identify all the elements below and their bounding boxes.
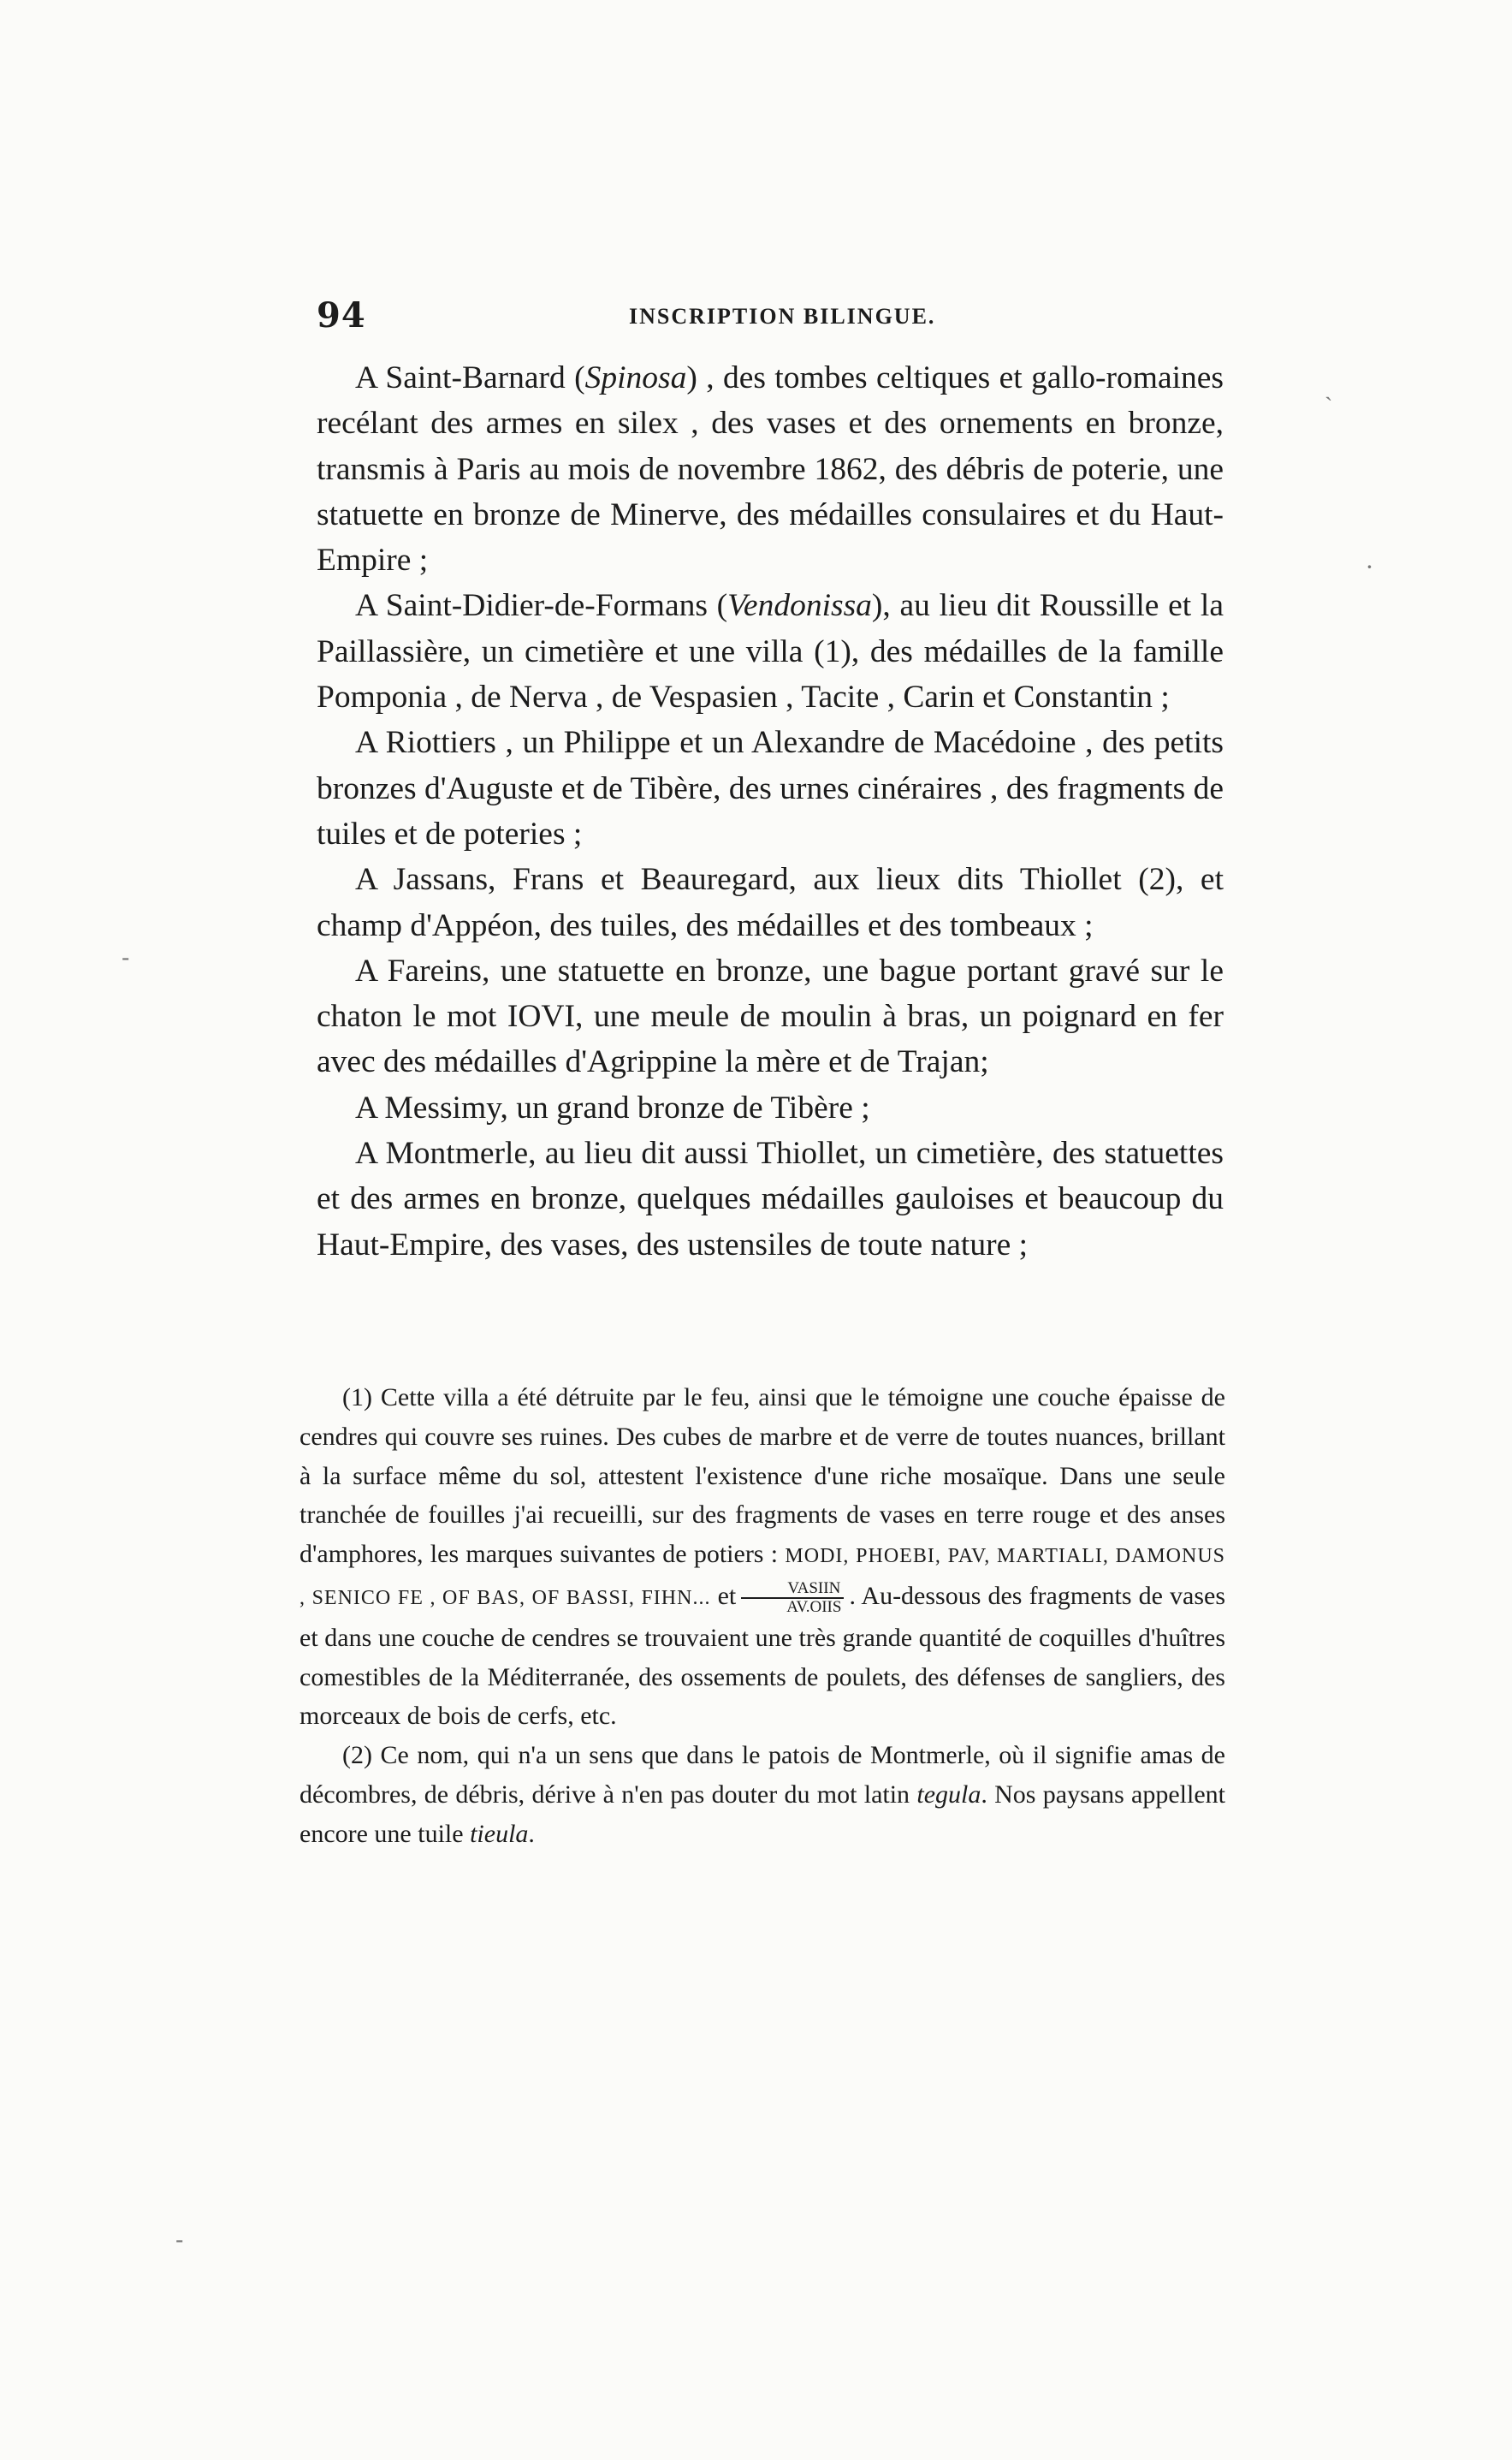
- footnote-text: (1) Cette villa a été détruite par le feu, ainsi que le témoigne une couche épaisse de cendres qui couvre ses ruines. Des cubes de marbre et de verre de toutes nuances, brillant à la surface même du sol, attestent l'existence d'une riche mosaïque. Dans une seule tranchée de fouilles j'ai recueilli, sur des fragments de vases en terre rouge et des anses d'amphores, les marques suivantes de potiers :: [299, 1383, 1225, 1569]
- paragraph-text: A Jassans, Frans et Beauregard, aux lieux dits Thiollet (2), et champ d'Appéon, des tuiles, des médailles et des tombeaux ;: [317, 862, 1224, 943]
- scan-speck: -: [175, 2225, 184, 2254]
- paragraph-text: ), au lieu dit Roussille et la Paillassière, un cimetière et une villa (1), des médailles de la famille Pomponia , de Nerva , de Vespasien , Tacite , Carin et Constantin ;: [317, 588, 1224, 716]
- paragraph-text: A Messimy, un grand bronze de Tibère ;: [355, 1090, 870, 1126]
- main-text: [317, 355, 1224, 1268]
- footnote-2: [299, 1736, 1225, 1853]
- paragraph-fareins: [317, 948, 1224, 1085]
- paragraph-text: A Saint-Barnard (: [355, 360, 585, 395]
- footnote-text: (2) Ce nom, qui n'a un sens que dans le patois de Montmerle, où il signifie amas de décombres, de débris, dérive à n'en pas douter du mot latin: [299, 1741, 1225, 1809]
- footnotes: [299, 1378, 1225, 1854]
- paragraph-text: A Riottiers , un Philippe et un Alexandre de Macédoine , des petits bronzes d'Auguste et de Tibère, des urnes cinéraires , des fragments de tuiles et de poteries ;: [317, 725, 1224, 852]
- scan-speck: ·: [1366, 553, 1373, 581]
- footnote-1: [299, 1378, 1225, 1736]
- paragraph-text: A Montmerle, au lieu dit aussi Thiollet, un cimetière, des statuettes et des armes en bronze, quelques médailles gauloises et beaucoup du Haut-Empire, des vases, des ustensiles de toute nature ;: [317, 1136, 1224, 1263]
- paragraph-riottiers: [317, 720, 1224, 857]
- paragraph-saint-barnard: [317, 355, 1224, 583]
- footnote-text: . Au-dessous des fragments de vases et dans une couche de cendres se trouvaient une très grande quantité de coquilles d'huîtres comestibles de la Méditerranée, des ossements de poulets, des défenses de sangliers, des morceaux de bois de cerfs, etc.: [299, 1581, 1225, 1731]
- paragraph-text: A Saint-Didier-de-Formans (: [355, 588, 728, 624]
- potter-mark-fraction: [741, 1580, 844, 1616]
- scan-speck: -: [122, 943, 130, 972]
- place-latin-name: Spinosa: [584, 360, 687, 395]
- place-latin-name: Vendonissa: [727, 588, 872, 624]
- paragraph-jassans: [317, 857, 1224, 948]
- fraction-bottom: AV.OIIS: [786, 1598, 842, 1617]
- potter-marks: MODI, PHOEBI, PAV, MARTIALI, DAMONUS , SENICO FE , OF BAS, OF BASSI, FIHN...: [299, 1545, 1226, 1609]
- footnote-text: .: [528, 1819, 535, 1848]
- footnote-text: et: [717, 1581, 737, 1610]
- paragraph-montmerle: [317, 1131, 1224, 1268]
- latin-word: tegula: [916, 1780, 981, 1809]
- fraction-top: VASIIN: [741, 1580, 844, 1599]
- running-head: INSCRIPTION BILINGUE.: [629, 304, 936, 329]
- patois-word: tieula: [470, 1819, 529, 1848]
- page-header: [317, 295, 1224, 347]
- footnote-text: . Nos paysans appellent encore une tuile: [299, 1780, 1225, 1848]
- paragraph-messimy: [317, 1085, 1224, 1131]
- paragraph-text: A Fareins, une statuette en bronze, une bague portant gravé sur le chaton le mot IOVI, une meule de moulin à bras, un poignard en fer avec des médailles d'Agrippine la mère et de Trajan;: [317, 953, 1224, 1080]
- paragraph-text: ) , des tombes celtiques et gallo-romaines recélant des armes en silex , des vases et des ornements en bronze, transmis à Paris au mois de novembre 1862, des débris de poterie, une statuette en bronze de Minerve, des médailles consulaires et du Haut-Empire ;: [317, 360, 1224, 579]
- paragraph-saint-didier: [317, 583, 1224, 720]
- scan-speck: ˏ: [1325, 373, 1333, 401]
- page-number: 94: [317, 295, 366, 336]
